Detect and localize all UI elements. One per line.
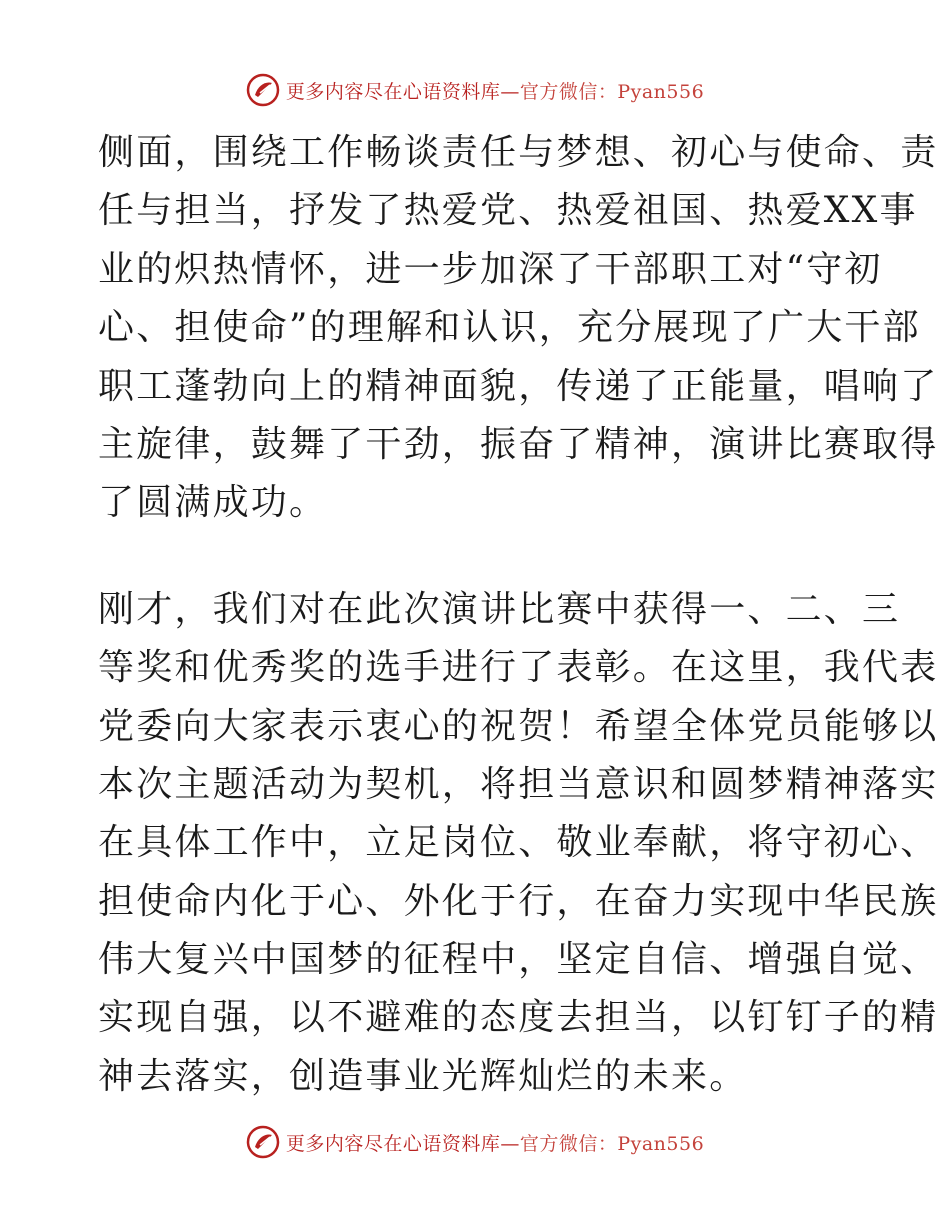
text-line: 主旋律，鼓舞了干劲，振奋了精神，演讲比赛取得 [98, 423, 939, 465]
text-line: 实现自强，以不避难的态度去担当，以钉钉子的精 [98, 997, 939, 1039]
text-line: 伟大复兴中国梦的征程中，坚定自信、增强自觉、 [98, 939, 939, 981]
text-line: 侧面，围绕工作畅谈责任与梦想、初心与使命、责 [98, 132, 939, 173]
text-line: 刚才，我们对在此次演讲比赛中获得一、二、三 [98, 588, 901, 630]
text-line: 在具体工作中，立足岗位、敬业奉献，将守初心、 [98, 822, 939, 864]
text-line: 业的炽热情怀，进一步加深了干部职工对“守初 [98, 248, 883, 290]
header-banner-text: 更多内容尽在心语资料库—官方微信：Pyan556 [285, 80, 705, 103]
text-line: 心、担使命”的理解和认识，充分展现了广大干部 [98, 307, 921, 349]
paragraph-1 [98, 124, 939, 533]
text-line: 了圆满成功。 [98, 482, 328, 524]
text-line: 等奖和优秀奖的选手进行了表彰。在这里，我代表 [98, 647, 939, 689]
text-line: 党委向大家表示衷心的祝贺！希望全体党员能够以 [98, 705, 939, 747]
paragraph-spacer [98, 533, 858, 581]
text-line: 本次主题活动为契机，将担当意识和圆梦精神落实 [98, 763, 939, 805]
paragraph-2 [98, 581, 939, 1107]
text-line: 职工蓬勃向上的精神面貌，传递了正能量，唱响了 [98, 365, 939, 407]
document-body [98, 124, 939, 1106]
footer-banner [0, 1124, 950, 1160]
text-line: 担使命内化于心、外化于行，在奋力实现中华民族 [98, 880, 939, 922]
text-line: 神去落实，创造事业光辉灿烂的未来。 [98, 1055, 748, 1097]
header-banner [0, 72, 950, 108]
text-line: 任与担当，抒发了热爱党、热爱祖国、热爱XX事 [98, 190, 918, 232]
library-logo-icon [246, 1125, 280, 1159]
footer-banner-text: 更多内容尽在心语资料库—官方微信：Pyan556 [285, 1132, 705, 1155]
library-logo-icon [246, 73, 280, 107]
